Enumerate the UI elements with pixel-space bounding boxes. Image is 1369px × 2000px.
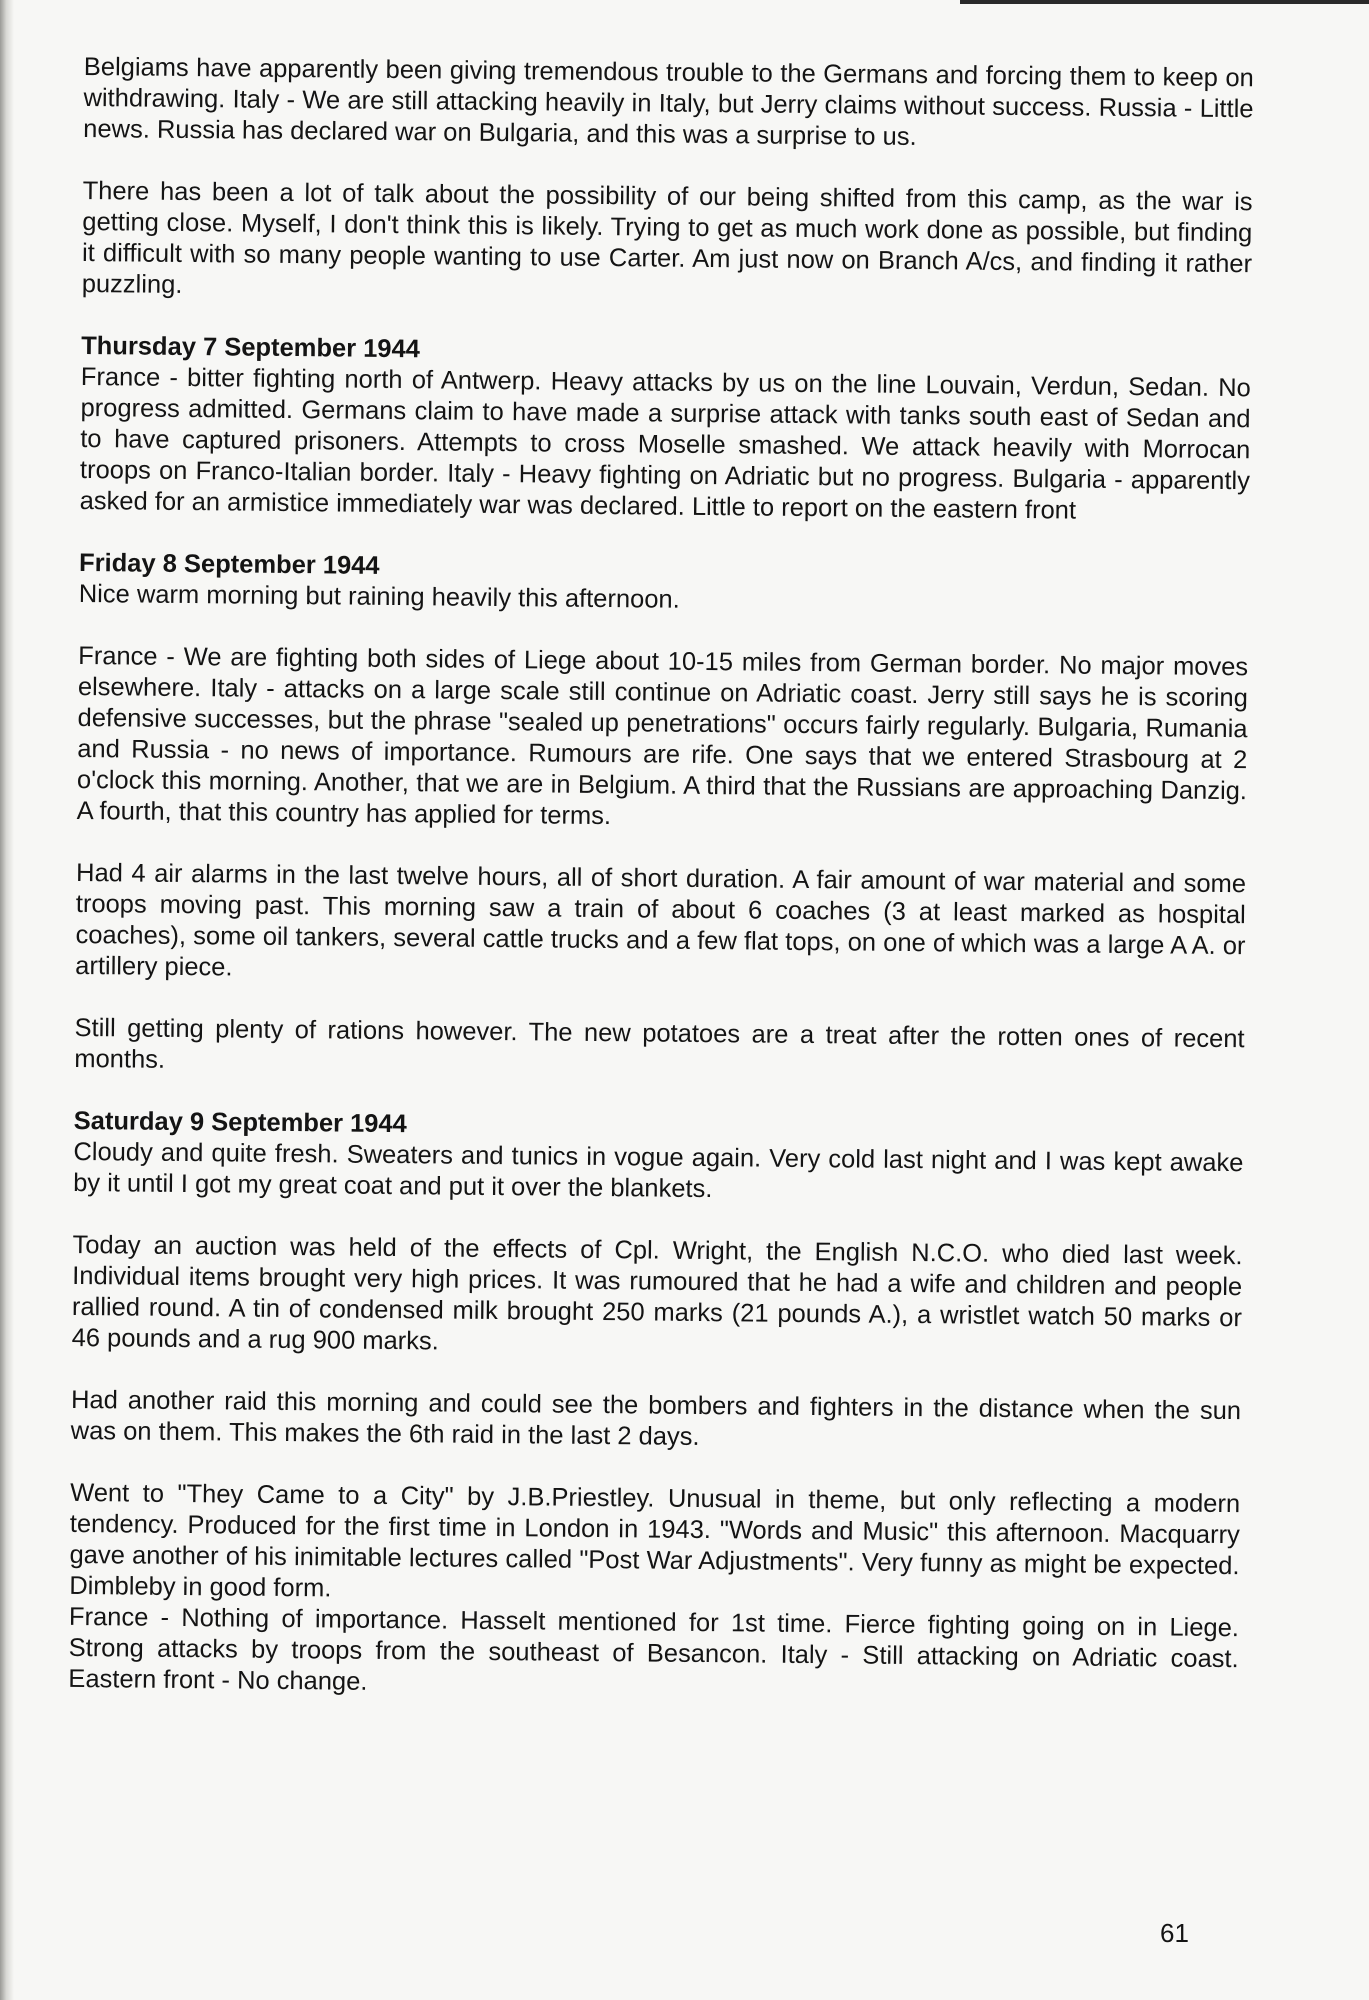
paragraph: Cloudy and quite fresh. Sweaters and tunics in vogue again. Very cold last night and I was kept awake by it until I got my great coat and put it over the blankets. (73, 1137, 1244, 1204)
date-heading: Friday 8 September 1944 (78, 548, 380, 580)
date-heading: Saturday 9 September 1944 (73, 1106, 407, 1139)
paragraph: Had another raid this morning and could see the bombers and fighters in the distance when the sun was on them. This makes the 6th raid in the last 2 days. (70, 1385, 1242, 1451)
page-number: 61 (1160, 1918, 1189, 1948)
paragraph: Belgiams have apparently been giving tremendous trouble to the Germans and forcing them to keep on withdrawing. Italy - We are still attacking heavily in Italy, but Jerry claims without success. Russia - Little news. Russia has declared war on Bulgaria, and this was a surprise to us. (83, 52, 1254, 151)
diary-text (68, 52, 1254, 1706)
paragraph: Today an auction was held of the effects of Cpl. Wright, the English N.C.O. who died last week. Individual items brought very high prices. It was rumoured that he had a wife and children and people rallied round. A tin of condensed milk brought 250 marks (21 pounds A.), a wristlet watch 50 marks or 46 pounds and a rug 900 marks. (71, 1230, 1243, 1356)
paragraph: France - bitter fighting north of Antwerp. Heavy attacks by us on the line Louvain, Verdun, Sedan. No progress admitted. Germans claim to have made a surprise attack with tanks south east of Sedan and to have captured prisoners. Attempts to cross Moselle smashed. We attack heavily with Morrocan troops on Franco-Italian border. Italy - Heavy fighting on Adriatic but no progress. Bulgaria - apparently asked for an armistice immediately war was declared. Little to report on the eastern front (79, 362, 1251, 525)
paragraph: France - We are fighting both sides of Liege about 10-15 miles from German border. No major moves elsewhere. Italy - attacks on a large scale still continue on Adriatic coast. Jerry still says he is scoring defensive successes, but the phrase "sealed up penetrations" occurs fairly regularly. Bulgaria, Rumania and Russia - no news of importance. Rumours are rife. One says that we entered Strasbourg at 2 o'clock this morning. Another, that we are in Belgium. A third that the Russians are approaching Danzig. A fourth, that this country has applied for terms. (76, 641, 1249, 831)
paragraph: France - Nothing of importance. Hasselt mentioned for 1st time. Fierce fighting going on in Liege. Strong attacks by troops from the southeast of Besancon. Italy - Still attacking on Adriatic coast. Eastern front - No change. (68, 1602, 1240, 1696)
paragraph: Still getting plenty of rations however. The new potatoes are a treat after the rotten ones of recent months. (74, 1013, 1245, 1074)
date-heading: Thursday 7 September 1944 (81, 331, 421, 364)
page-edge-shadow (0, 0, 14, 2000)
paragraph: Went to "They Came to a City" by J.B.Priestley. Unusual in theme, but only reflecting a modern tendency. Produced for the first time in London in 1943. "Words and Music" this afternoon. Macquarry gave another of his inimitable lectures called "Post War Adjustments". Very funny as might be expected. Dimbleby in good form. (69, 1478, 1241, 1603)
paragraph: Nice warm morning but raining heavily this afternoon. (78, 579, 680, 614)
paragraph: Had 4 air alarms in the last twelve hours, all of short duration. A fair amount of war material and some troops moving past. This morning saw a train of about 6 coaches (3 at least marked as hospital coaches), some oil tankers, several cattle trucks and a few flat tops, on one of which was a large A A. or artillery piece. (75, 858, 1247, 982)
page-top-edge (960, 0, 1369, 4)
paragraph: There has been a lot of talk about the possibility of our being shifted from this camp, as the war is getting close. Myself, I don't think this is likely. Trying to get as much work done as possible, but finding it difficult with so many people wanting to use Carter. Am just now on Branch A/cs, and finding it rather puzzling. (81, 176, 1253, 299)
